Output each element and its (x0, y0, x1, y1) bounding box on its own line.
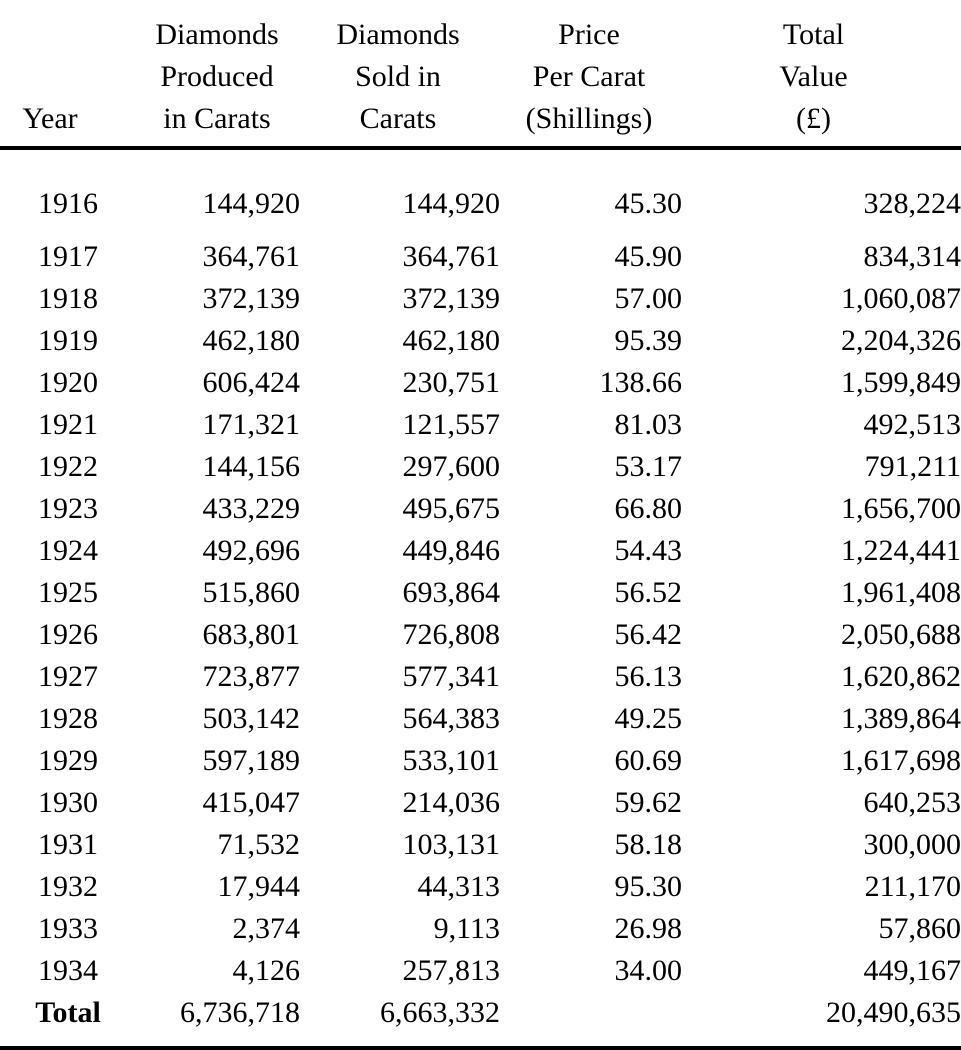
cell-produced: 171,321 (202, 408, 300, 441)
column-header-total-value-label: Total Value (£) (779, 18, 848, 135)
table-row (0, 656, 961, 698)
column-header-price-per-carat-label: Price Per Carat (Shillings) (525, 18, 653, 135)
column-header-year (0, 0, 136, 146)
cell-value: 834,314 (863, 240, 961, 273)
table-row (0, 362, 961, 404)
cell-value: 1,224,441 (841, 534, 961, 567)
cell-produced: 723,877 (202, 660, 300, 693)
table-row (0, 908, 961, 950)
cell-year: 1931 (38, 828, 98, 861)
cell-sold: 364,761 (402, 240, 500, 273)
cell-year: 1922 (38, 450, 98, 483)
cell-year: 1918 (38, 282, 98, 315)
cell-produced: 597,189 (202, 744, 300, 777)
cell-sold: 449,846 (402, 534, 500, 567)
cell-produced: 372,139 (202, 282, 300, 315)
bottom-rule (0, 1046, 961, 1050)
cell-produced: 144,156 (202, 450, 300, 483)
cell-produced: 492,696 (202, 534, 300, 567)
table-row (0, 320, 961, 362)
cell-sold: 230,751 (402, 366, 500, 399)
table-row (0, 866, 961, 908)
table-row (0, 150, 961, 236)
table-row (0, 614, 961, 656)
cell-price: 81.03 (614, 408, 682, 441)
cell-sold: 726,808 (402, 618, 500, 651)
cell-produced: 2,374 (232, 912, 300, 945)
total-cell-value: 20,490,635 (826, 996, 961, 1029)
cell-price: 45.90 (614, 240, 682, 273)
column-header-total-value (682, 0, 961, 146)
table-row (0, 824, 961, 866)
cell-value: 2,050,688 (841, 618, 961, 651)
cell-sold: 297,600 (402, 450, 500, 483)
cell-price: 57.00 (614, 282, 682, 315)
cell-sold: 495,675 (402, 492, 500, 525)
table-footer (0, 1034, 961, 1050)
cell-price: 59.62 (614, 786, 682, 819)
cell-value: 1,656,700 (841, 492, 961, 525)
cell-sold: 693,864 (402, 576, 500, 609)
column-header-year-label: Year (22, 102, 78, 135)
cell-sold: 9,113 (433, 912, 500, 945)
table-row (0, 236, 961, 278)
cell-price: 34.00 (614, 954, 682, 987)
column-header-price-per-carat (500, 0, 682, 146)
table-header (0, 0, 961, 150)
cell-year: 1933 (38, 912, 98, 945)
cell-value: 1,961,408 (841, 576, 961, 609)
cell-sold: 257,813 (402, 954, 500, 987)
cell-sold: 564,383 (402, 702, 500, 735)
cell-produced: 364,761 (202, 240, 300, 273)
column-header-diamonds-produced-label: Diamonds Produced in Carats (155, 18, 279, 135)
cell-sold: 44,313 (417, 870, 500, 903)
column-header-diamonds-produced (136, 0, 300, 146)
cell-value: 449,167 (863, 954, 961, 987)
cell-sold: 214,036 (402, 786, 500, 819)
cell-produced: 415,047 (202, 786, 300, 819)
cell-price: 45.30 (614, 187, 682, 220)
cell-price: 53.17 (614, 450, 682, 483)
cell-produced: 503,142 (202, 702, 300, 735)
cell-produced: 515,860 (202, 576, 300, 609)
cell-year: 1921 (38, 408, 98, 441)
table-body (0, 150, 961, 1034)
cell-year: 1916 (38, 187, 98, 220)
cell-year: 1927 (38, 660, 98, 693)
column-header-diamonds-sold-label: Diamonds Sold in Carats (336, 18, 460, 135)
cell-produced: 144,920 (202, 187, 300, 220)
cell-price: 56.42 (614, 618, 682, 651)
cell-value: 1,389,864 (841, 702, 961, 735)
cell-price: 49.25 (614, 702, 682, 735)
cell-price: 95.30 (614, 870, 682, 903)
table-row (0, 698, 961, 740)
bottom-rule-row (0, 1034, 961, 1050)
table-row (0, 404, 961, 446)
cell-year: 1924 (38, 534, 98, 567)
cell-value: 328,224 (863, 187, 961, 220)
cell-price: 138.66 (599, 366, 682, 399)
total-cell-price (500, 992, 682, 1034)
cell-value: 300,000 (863, 828, 961, 861)
cell-year: 1934 (38, 954, 98, 987)
cell-price: 26.98 (614, 912, 682, 945)
cell-sold: 103,131 (402, 828, 500, 861)
cell-year: 1925 (38, 576, 98, 609)
cell-price: 54.43 (614, 534, 682, 567)
table-row (0, 530, 961, 572)
cell-price: 95.39 (614, 324, 682, 357)
cell-sold: 121,557 (402, 408, 500, 441)
cell-produced: 433,229 (202, 492, 300, 525)
table-total-row (0, 992, 961, 1034)
total-cell-year: Total (35, 996, 101, 1029)
bottom-rule-cell (0, 1034, 961, 1050)
cell-produced: 71,532 (217, 828, 300, 861)
table-row (0, 278, 961, 320)
cell-year: 1917 (38, 240, 98, 273)
cell-value: 791,211 (864, 450, 961, 483)
cell-produced: 683,801 (202, 618, 300, 651)
cell-year: 1926 (38, 618, 98, 651)
cell-value: 57,860 (878, 912, 961, 945)
cell-sold: 372,139 (402, 282, 500, 315)
table-row (0, 572, 961, 614)
table-row (0, 740, 961, 782)
cell-produced: 17,944 (217, 870, 300, 903)
cell-value: 2,204,326 (841, 324, 961, 357)
cell-price: 58.18 (614, 828, 682, 861)
table-row (0, 782, 961, 824)
table-row (0, 446, 961, 488)
table-row (0, 488, 961, 530)
total-cell-sold: 6,663,332 (380, 996, 500, 1029)
cell-price: 60.69 (614, 744, 682, 777)
cell-year: 1923 (38, 492, 98, 525)
cell-value: 1,620,862 (841, 660, 961, 693)
cell-year: 1930 (38, 786, 98, 819)
cell-produced: 606,424 (202, 366, 300, 399)
cell-price: 56.52 (614, 576, 682, 609)
cell-year: 1920 (38, 366, 98, 399)
cell-produced: 462,180 (202, 324, 300, 357)
total-cell-produced: 6,736,718 (180, 996, 300, 1029)
cell-sold: 144,920 (402, 187, 500, 220)
cell-produced: 4,126 (232, 954, 300, 987)
cell-value: 1,617,698 (841, 744, 961, 777)
cell-year: 1932 (38, 870, 98, 903)
cell-sold: 533,101 (402, 744, 500, 777)
cell-price: 66.80 (614, 492, 682, 525)
column-header-diamonds-sold (300, 0, 500, 146)
cell-sold: 577,341 (402, 660, 500, 693)
cell-sold: 462,180 (402, 324, 500, 357)
cell-value: 1,599,849 (841, 366, 961, 399)
header-row (0, 0, 961, 146)
cell-value: 492,513 (863, 408, 961, 441)
cell-value: 1,060,087 (841, 282, 961, 315)
cell-value: 640,253 (863, 786, 961, 819)
cell-year: 1928 (38, 702, 98, 735)
cell-year: 1929 (38, 744, 98, 777)
cell-value: 211,170 (864, 870, 961, 903)
cell-price: 56.13 (614, 660, 682, 693)
cell-year: 1919 (38, 324, 98, 357)
table-row (0, 950, 961, 992)
